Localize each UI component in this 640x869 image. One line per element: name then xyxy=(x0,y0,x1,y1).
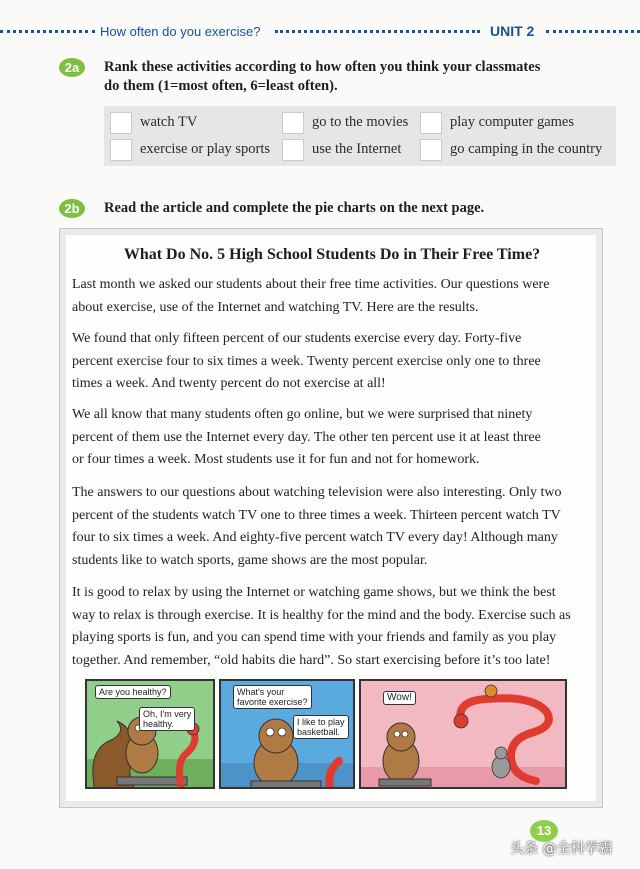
section-2a-badge: 2a xyxy=(59,58,85,77)
speech-bubble xyxy=(139,707,195,731)
activity-label: use the Internet xyxy=(312,141,402,157)
speech-bubble: Are you healthy? xyxy=(95,685,171,699)
article-paragraph xyxy=(72,328,592,396)
instruction-line: do them (1=most often, 6=least often). xyxy=(104,78,338,94)
section-2b-instruction: Read the article and complete the pie charts on the next page. xyxy=(104,200,485,216)
section-2a-instruction xyxy=(104,58,540,96)
paragraph-line: We all know that many students often go online, but we were surprised that ninety xyxy=(72,407,533,422)
article-title: What Do No. 5 High School Students Do in Their Free Time? xyxy=(123,246,541,263)
paragraph-line: It is good to relax by using the Internet or watching game shows, but we think the best xyxy=(72,585,556,600)
activity-label: exercise or play sports xyxy=(140,141,271,157)
rank-input-box[interactable] xyxy=(110,112,132,134)
running-head xyxy=(0,22,640,44)
paragraph-line: percent exercise four to six times a week. Twenty percent exercise only one to three xyxy=(72,353,541,369)
activity-label: watch TV xyxy=(140,114,198,130)
activity-label: go to the movies xyxy=(312,114,409,130)
paragraph-line: students like to watch sports, game shows are the most popular. xyxy=(72,552,428,568)
speech-bubble xyxy=(293,715,349,739)
speech-bubble: Wow! xyxy=(383,691,416,705)
watermark: 头条 @全科学霸 xyxy=(510,841,613,857)
activity-label: go camping in the country xyxy=(450,141,603,157)
paragraph-line: or four times a week. Most students use it for fun and not for homework. xyxy=(72,452,480,467)
activity-label: play computer games xyxy=(450,114,575,130)
comic-panel-1 xyxy=(85,679,215,789)
speech-line: favorite exercise? xyxy=(237,697,308,707)
paragraph-line: together. And remember, “old habits die hard”. So start exercising before it’s too late! xyxy=(72,652,551,668)
paragraph-line: We found that only fifteen percent of our students exercise every day. Forty-five xyxy=(72,331,522,346)
paragraph-line: about exercise, use of the Internet and watching TV. Here are the results. xyxy=(72,299,479,315)
rank-input-box[interactable] xyxy=(282,139,304,161)
article-paragraph xyxy=(72,274,592,319)
instruction-line: Rank these activities according to how often you think your classmates xyxy=(104,59,541,75)
rank-input-box[interactable] xyxy=(110,139,132,161)
rank-input-box[interactable] xyxy=(420,139,442,161)
speech-line: What's your xyxy=(237,687,285,697)
dotted-rule xyxy=(0,30,95,34)
unit-label: UNIT 2 xyxy=(490,23,535,39)
speech-line: basketball. xyxy=(297,727,341,737)
running-head-question: How often do you exercise? xyxy=(100,24,261,39)
dotted-rule xyxy=(546,30,640,34)
paragraph-line: four to six times a week. And eighty-five percent watch TV every day! Although many xyxy=(72,530,558,545)
comic-panel-2 xyxy=(219,679,355,789)
speech-line: I like to play xyxy=(297,717,345,727)
paragraph-line: playing sports is fun, and you can spend time with your friends and family as you play xyxy=(72,630,557,645)
paragraph-line: Last month we asked our students about their free time activities. Our questions were xyxy=(72,277,550,292)
rank-input-box[interactable] xyxy=(282,112,304,134)
page-number: 13 xyxy=(530,820,558,842)
article-paragraph xyxy=(72,582,592,672)
speech-line: healthy. xyxy=(143,719,174,729)
speech-line: Oh, I'm very xyxy=(143,709,192,719)
section-2b-badge: 2b xyxy=(59,199,85,218)
article-paragraph xyxy=(72,404,592,472)
paragraph-line: way to relax is through exercise. It is healthy for the mind and the body. Exercise such as xyxy=(72,607,571,623)
rank-input-box[interactable] xyxy=(420,112,442,134)
speech-bubble xyxy=(233,685,312,709)
article-box xyxy=(59,228,603,808)
paragraph-line: percent of the students watch TV one to three times a week. Thirteen percent watch TV xyxy=(72,507,561,523)
article-paragraph xyxy=(72,482,592,572)
dotted-rule xyxy=(275,30,480,34)
activity-ranking-grid xyxy=(104,106,616,166)
comic-panel-3 xyxy=(359,679,567,789)
paragraph-line: times a week. And twenty percent do not exercise at all! xyxy=(72,376,386,391)
paragraph-line: The answers to our questions about watching television were also interesting. Only two xyxy=(72,485,562,500)
paragraph-line: percent of them use the Internet every day. The other ten percent use it at least three xyxy=(72,429,541,445)
